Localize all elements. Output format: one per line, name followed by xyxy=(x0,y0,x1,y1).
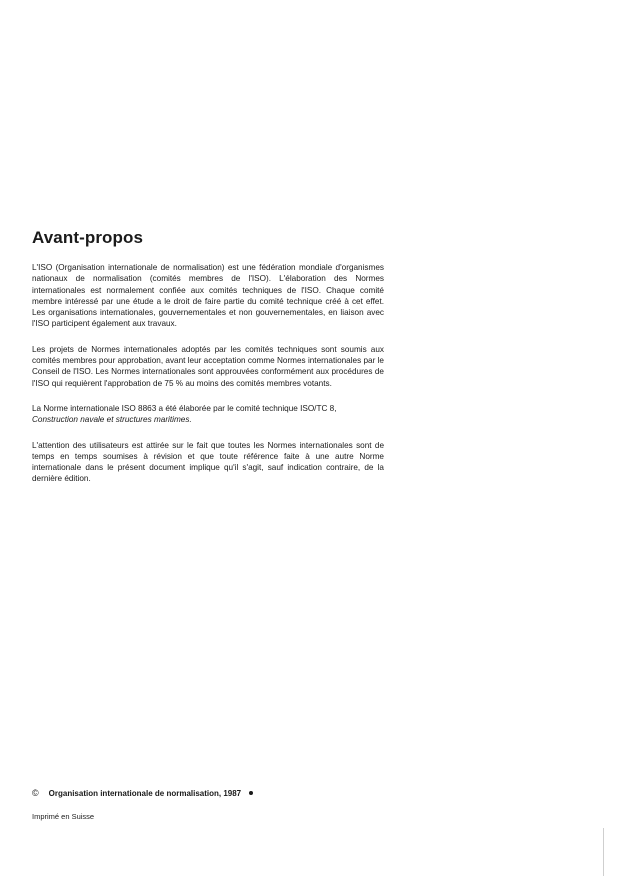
standard-origin-text: La Norme internationale ISO 8863 a été élaborée par le comité technique ISO/TC 8, xyxy=(32,403,337,413)
bullet-icon xyxy=(249,791,253,795)
page-footer xyxy=(32,788,432,821)
printed-in-text: Imprimé en Suisse xyxy=(32,812,95,821)
copyright-text: Organisation internationale de normalisation, 1987 xyxy=(48,788,242,798)
paragraph-standard-origin xyxy=(32,403,384,426)
paragraph-revision-notice: L'attention des utilisateurs est attirée sur le fait que toutes les Normes internationales sont de temps en temps soumises à révision et que toute référence faite à une autre Norme internationale dans le présent document implique qu'il s'agit, sauf indication contraire, de la dernière édition. xyxy=(32,440,384,484)
page-title: Avant-propos xyxy=(32,228,144,247)
foreword-section xyxy=(32,228,384,499)
paragraph-approval: Les projets de Normes internationales adoptés par les comités techniques sont soumis aux comités membres pour approbation, avant leur acceptation comme Normes internationales par le Conseil de l'ISO. Les Normes internationales sont approuvées conformément aux procédures de l'ISO qui requièrent l'approbation de 75 % au moins des comités membres votants. xyxy=(32,344,384,388)
paragraph-iso-intro: L'ISO (Organisation internationale de normalisation) est une fédération mondiale d'organismes nationaux de normalisation (comités membres de l'ISO). L'élaboration des Normes internationales est normalement confiée aux comités techniques de l'ISO. Chaque comité membre intéressé par une étude a le droit de faire partie du comité technique créé à cet effet. Les organisations internationales, gouvernementales et non gouvernementales, en liaison avec l'ISO participent également aux travaux. xyxy=(32,263,384,329)
copyright-icon: © xyxy=(32,788,39,798)
page-edge-mark xyxy=(603,828,604,876)
copyright-line xyxy=(32,788,432,798)
standard-committee-title: Construction navale et structures maritimes. xyxy=(32,415,192,425)
